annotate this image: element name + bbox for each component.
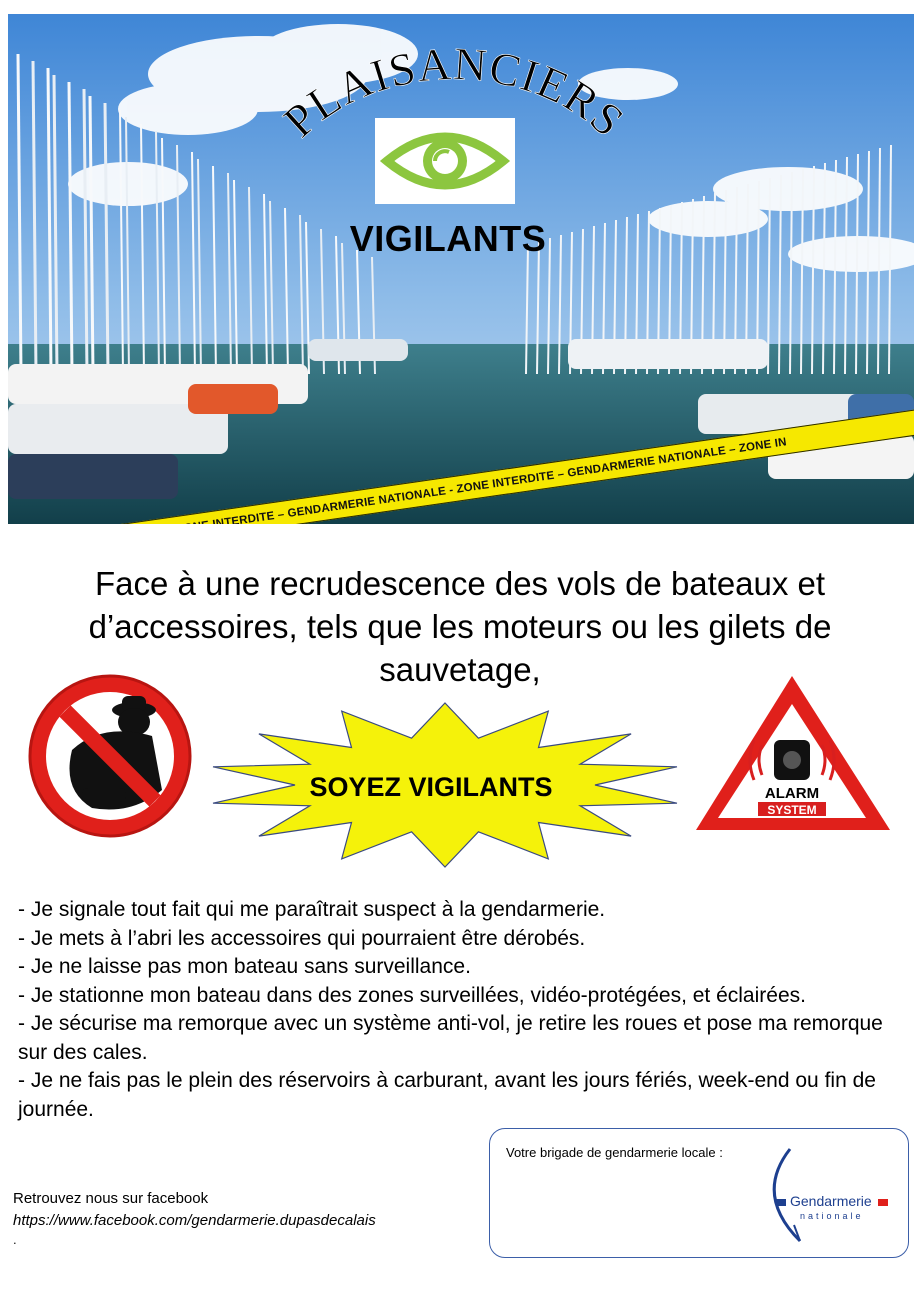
- alarm-line1: ALARM: [764, 785, 820, 802]
- footer-dot: .: [13, 1232, 17, 1247]
- hero-photo: [8, 14, 914, 524]
- alarm-warning-icon: [692, 670, 902, 850]
- no-thief-icon: [22, 670, 202, 850]
- hero-subtitle: VIGILANTS: [349, 218, 547, 259]
- advice-item: - Je ne laisse pas mon bateau sans surveillance.: [18, 955, 471, 978]
- facebook-label: Retrouvez nous sur facebook: [13, 1190, 209, 1207]
- vigilance-logo: [375, 118, 515, 204]
- brigade-label: Votre brigade de gendarmerie locale :: [506, 1145, 723, 1160]
- facebook-block: [13, 1188, 376, 1232]
- advice-item: - Je sécurise ma remorque avec un système anti-vol, je retire les roues et pose ma remorque sur des cales.: [18, 1012, 883, 1064]
- advice-item: - Je ne fais pas le plein des réservoirs à carburant, avant les jours fériés, week-end ou fin de journée.: [18, 1069, 876, 1121]
- advice-item: - Je stationne mon bateau dans des zones surveillées, vidéo-protégées, et éclairées.: [18, 983, 806, 1007]
- gendarmerie-subtitle: nationale: [800, 1211, 864, 1221]
- advice-list: [18, 896, 914, 1124]
- intro-paragraph: Face à une recrudescence des vols de bateaux et d’accessoires, tels que les moteurs ou les gilets de sauvetage,: [88, 565, 832, 688]
- facebook-link[interactable]: https://www.facebook.com/gendarmerie.dupasdecalais: [13, 1212, 376, 1229]
- gendarmerie-name: Gendarmerie: [790, 1193, 872, 1209]
- brigade-contact-box: [489, 1128, 909, 1258]
- alarm-line2: SYSTEM: [767, 803, 817, 817]
- gendarmerie-logo: [760, 1145, 900, 1245]
- vigilance-badge-text: SOYEZ VIGILANTS: [309, 772, 553, 802]
- advice-item: - Je mets à l’abri les accessoires qui pourraient être dérobés.: [18, 926, 586, 950]
- eye-icon: [375, 118, 515, 204]
- arched-title-text: PLAISANCIERS: [273, 37, 635, 147]
- advice-item: - Je signale tout fait qui me paraîtrait suspect à la gendarmerie.: [18, 898, 606, 921]
